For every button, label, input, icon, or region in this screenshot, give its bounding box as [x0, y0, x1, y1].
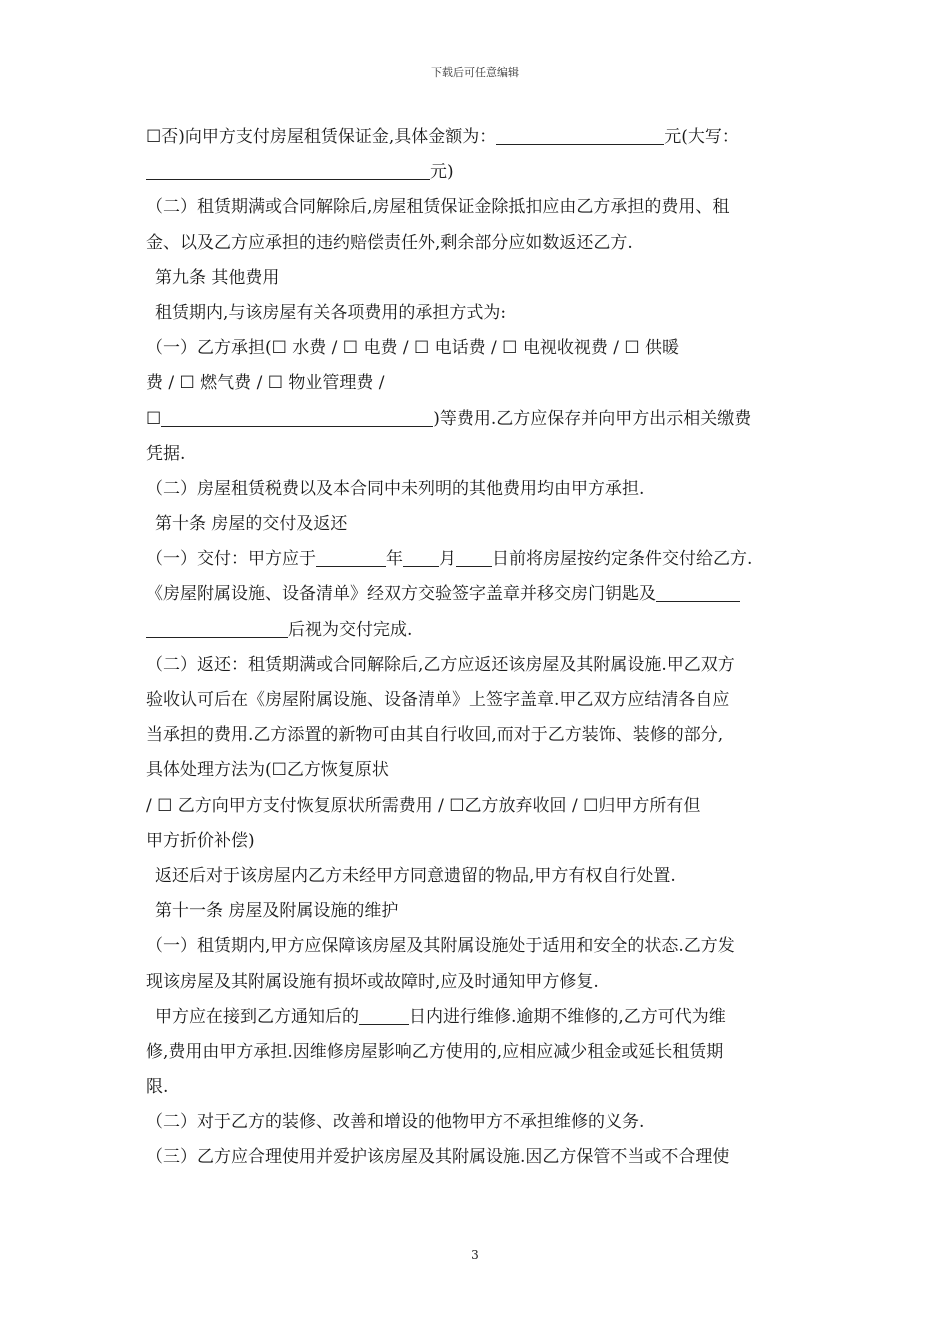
- text-line: [146, 190, 816, 225]
- line-text: （三）乙方应合理使用并爱护该房屋及其附属设施.因乙方保管不当或不合理使: [146, 1147, 730, 1168]
- text-line: [146, 1070, 816, 1105]
- line-text: / ☐ 乙方向甲方支付恢复原状所需费用 / ☐乙方放弃收回 / ☐归甲方所有但: [146, 795, 701, 816]
- blank-month: [403, 546, 439, 567]
- text-line: [146, 789, 816, 824]
- text-line: [146, 366, 816, 401]
- text-line: [146, 296, 816, 331]
- text-line: [146, 718, 816, 753]
- line-text: （二）租赁期满或合同解除后,房屋租赁保证金除抵扣应由乙方承担的费用、租: [146, 197, 730, 218]
- text-line: [146, 542, 816, 577]
- text-line: [146, 120, 816, 155]
- line-text: 第十条 房屋的交付及返还: [155, 514, 348, 535]
- blank-repair-days: [359, 1004, 409, 1025]
- line-text: 当承担的费用.乙方添置的新物可由其自行收回,而对于乙方装饰、装修的部分,: [146, 725, 724, 746]
- line-text: 《房屋附属设施、设备清单》经双方交验签字盖章并移交房门钥匙及: [146, 584, 656, 605]
- line-text: 现该房屋及其附属设施有损坏或故障时,应及时通知甲方修复.: [146, 971, 599, 992]
- line-text: ☐: [146, 408, 162, 429]
- text-line: [146, 472, 816, 507]
- line-text: 元): [430, 162, 454, 183]
- text-line: [146, 155, 816, 190]
- blank-day: [456, 546, 492, 567]
- line-text: 返还后对于该房屋内乙方未经甲方同意遗留的物品,甲方有权自行处置.: [155, 865, 676, 886]
- line-text: 后视为交付完成.: [288, 619, 413, 640]
- blank-handover-items-cont: [146, 617, 288, 638]
- text-line: [146, 965, 816, 1000]
- line-text: 年: [386, 549, 403, 570]
- article-heading: [146, 507, 816, 542]
- text-line: [146, 437, 816, 472]
- article-heading: [146, 261, 816, 296]
- line-text: ☐否)向甲方支付房屋租赁保证金,具体金额为：: [146, 127, 497, 147]
- blank-year: [316, 546, 386, 567]
- line-text: 修,费用由甲方承担.因维修房屋影响乙方使用的,应相应减少租金或延长租赁期: [146, 1041, 724, 1062]
- text-line: [146, 1000, 816, 1035]
- blank-deposit-amount: [496, 124, 664, 145]
- line-text: 限.: [146, 1077, 169, 1098]
- page-number: 3: [471, 1248, 479, 1262]
- line-text: （二）房屋租赁税费以及本合同中未列明的其他费用均由甲方承担.: [146, 478, 645, 499]
- line-text: 费 / ☐ 燃气费 / ☐ 物业管理费 /: [146, 373, 385, 394]
- blank-handover-items: [656, 581, 740, 602]
- line-text: 金、以及乙方应承担的违约赔偿责任外,剩余部分应如数返还乙方.: [146, 232, 633, 253]
- line-text: （一）乙方承担(☐ 水费 / ☐ 电费 / ☐ 电话费 / ☐ 电视收视费 / ☐ 供暖: [146, 338, 679, 359]
- text-line: [146, 1140, 816, 1175]
- line-text: 元(大写：: [664, 127, 739, 147]
- line-text: 甲方应在接到乙方通知后的: [155, 1006, 359, 1027]
- line-text: 验收认可后在《房屋附属设施、设备清单》上签字盖章.甲乙双方应结清各自应: [146, 690, 730, 710]
- line-text: （二）对于乙方的装修、改善和增设的他物甲方不承担维修的义务.: [146, 1112, 645, 1133]
- line-text: 甲方折价补偿): [146, 830, 255, 851]
- article-heading: [146, 894, 816, 929]
- line-text: 第九条 其他费用: [155, 267, 280, 288]
- line-text: 第十一条 房屋及附属设施的维护: [155, 901, 399, 922]
- text-line: [146, 613, 816, 648]
- text-line: [146, 824, 816, 859]
- text-line: [146, 402, 816, 437]
- text-line: [146, 929, 816, 964]
- line-text: （一）交付：甲方应于: [146, 549, 316, 570]
- text-line: [146, 331, 816, 366]
- text-line: [146, 753, 816, 788]
- document-body: [146, 120, 816, 1176]
- text-line: [146, 648, 816, 683]
- line-text: )等费用.乙方应保存并向甲方出示相关缴费: [433, 408, 752, 429]
- text-line: [146, 859, 816, 894]
- line-text: 月: [439, 549, 456, 570]
- line-text: 具体处理方法为(☐乙方恢复原状: [146, 760, 389, 781]
- blank-other-fees: [161, 406, 433, 427]
- text-line: [146, 1035, 816, 1070]
- line-text: 租赁期内,与该房屋有关各项费用的承担方式为:: [155, 302, 507, 323]
- line-text: （一）租赁期内,甲方应保障该房屋及其附属设施处于适用和安全的状态.乙方发: [146, 936, 735, 957]
- line-text: （二）返还：租赁期满或合同解除后,乙方应返还该房屋及其附属设施.甲乙双方: [146, 654, 735, 675]
- blank-deposit-capital: [146, 159, 430, 180]
- line-text: 日前将房屋按约定条件交付给乙方.: [492, 549, 753, 570]
- line-text: 凭据.: [146, 443, 186, 464]
- text-line: [146, 226, 816, 261]
- line-text: 日内进行维修.逾期不维修的,乙方可代为维: [409, 1006, 726, 1027]
- page-header: 下载后可任意编辑: [431, 66, 519, 79]
- text-line: [146, 577, 816, 612]
- text-line: [146, 1105, 816, 1140]
- text-line: [146, 683, 816, 718]
